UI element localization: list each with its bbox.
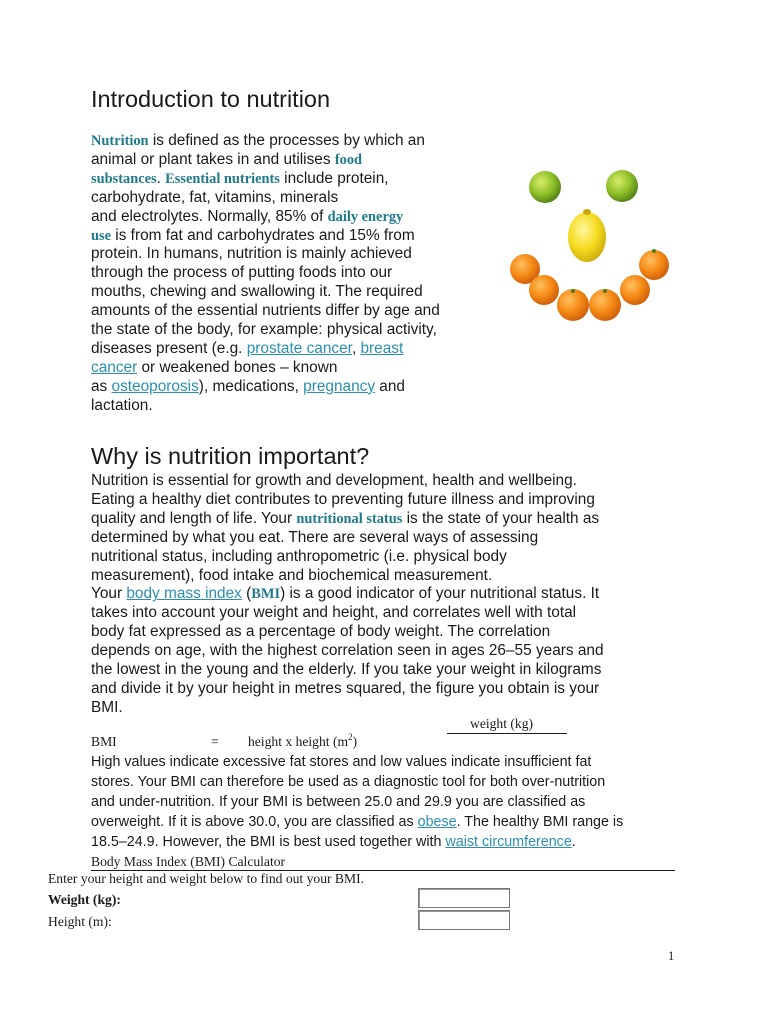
keyword-essential-nutrients: Essential nutrients xyxy=(165,170,280,187)
formula-denominator-text: height x height (m xyxy=(248,734,349,749)
keyword-daily-energy: daily energy xyxy=(327,208,404,225)
link-pregnancy[interactable]: pregnancy xyxy=(303,377,376,395)
why-text: Nutrition is essential for growth and development, health and wellbeing. xyxy=(91,472,577,489)
bmi-text: 18.5–24.9. However, the BMI is best used together with xyxy=(91,834,446,850)
keyword-use: use xyxy=(91,227,111,244)
intro-text: , xyxy=(351,339,361,357)
link-breast-cancer[interactable]: breast xyxy=(360,339,404,357)
calculator-instructions: Enter your height and weight below to find out your BMI. xyxy=(48,871,365,886)
intro-text: carbohydrate, fat, vitamins, minerals xyxy=(91,188,339,206)
intro-text: through the process of putting foods into our xyxy=(91,264,393,282)
keyword-bmi: BMI xyxy=(251,586,281,603)
why-text: ) is a good indicator of your nutritional status. It xyxy=(280,585,600,603)
heading-introduction: Introduction to nutrition xyxy=(91,86,331,112)
link-body-mass-index[interactable]: body mass index xyxy=(126,585,242,603)
heading-why-important: Why is nutrition important? xyxy=(91,443,370,469)
intro-text: amounts of the essential nutrients differ by age and xyxy=(91,302,440,320)
formula-superscript: 2 xyxy=(348,732,353,742)
lemon-nose xyxy=(568,209,606,262)
bmi-text: and under-nutrition. If your BMI is between 25.0 and 29.9 you are classified as xyxy=(91,794,586,810)
link-waist-circumference[interactable]: waist circumference xyxy=(445,834,572,850)
bmi-text: . xyxy=(571,834,576,850)
bmi-text: High values indicate excessive fat stores and low values indicate insufficient fat xyxy=(91,754,592,770)
intro-text: animal or plant takes in and utilises xyxy=(91,150,335,168)
lime-right-eye xyxy=(606,170,638,202)
formula-numerator-text: weight (kg) xyxy=(470,716,534,731)
bmi-text: overweight. If it is above 30.0, you are classified as xyxy=(91,814,418,830)
height-input[interactable] xyxy=(418,910,510,930)
why-text: takes into account your weight and height, and correlates well with total xyxy=(91,604,577,622)
intro-text: is from fat and carbohydrates and 15% from xyxy=(111,226,415,244)
formula-equals: = xyxy=(211,734,219,749)
keyword-nutritional-status: nutritional status xyxy=(296,510,403,527)
intro-text: include protein, xyxy=(279,169,389,187)
formula-numerator xyxy=(447,716,567,734)
why-text: quality and length of life. Your xyxy=(91,509,297,527)
fruit-smiley-image xyxy=(505,160,685,345)
intro-text: and electrolytes. Normally, 85% of xyxy=(91,207,328,225)
why-text: determined by what you eat. There are several ways of assessing xyxy=(91,528,539,546)
weight-label: Weight (kg): xyxy=(48,892,121,907)
intro-text: protein. In humans, nutrition is mainly achieved xyxy=(91,245,412,263)
intro-text: as xyxy=(91,377,112,395)
keyword-nutrition: Nutrition xyxy=(91,133,149,149)
weight-input[interactable] xyxy=(418,888,510,908)
link-osteoporosis[interactable]: osteoporosis xyxy=(111,377,199,395)
bmi-text: . The healthy BMI range is xyxy=(456,814,624,830)
intro-text: is defined as the processes by which an xyxy=(148,132,425,149)
intro-text: diseases present (e.g. xyxy=(91,339,247,357)
why-text: Eating a healthy diet contributes to preventing future illness and improving xyxy=(91,490,595,508)
why-paragraph xyxy=(91,472,691,718)
why-text: the lowest in the young and the elderly. If you take your weight in kilograms xyxy=(91,661,602,679)
intro-text: ), medications, xyxy=(198,377,304,395)
link-prostate-cancer[interactable]: prostate cancer xyxy=(246,339,352,357)
why-text: body fat expressed as a percentage of body weight. The correlation xyxy=(91,623,551,641)
why-text: measurement), food intake and biochemical measurement. xyxy=(91,566,493,584)
bmi-paragraph xyxy=(91,752,691,852)
intro-text: and xyxy=(375,377,405,395)
bmi-text: stores. Your BMI can therefore be used as a diagnostic tool for both over-nutrition xyxy=(91,774,606,790)
why-text: depends on age, with the highest correlation seen in ages 26–55 years and xyxy=(91,642,604,660)
intro-text: mouths, chewing and swallowing it. The required xyxy=(91,283,423,301)
intro-text: . xyxy=(156,169,166,187)
calculator-title: Body Mass Index (BMI) Calculator xyxy=(91,854,675,871)
page-number: 1 xyxy=(668,949,675,963)
height-label: Height (m): xyxy=(48,914,112,929)
intro-text: lactation. xyxy=(91,396,153,414)
why-text: nutritional status, including anthropometric (i.e. physical body xyxy=(91,547,507,565)
why-text: Your xyxy=(91,585,127,603)
keyword-food: food xyxy=(334,151,363,168)
formula-bmi-label: BMI xyxy=(91,734,117,749)
why-text: is the state of your health as xyxy=(402,509,600,527)
intro-text: or weakened bones – known xyxy=(137,358,338,376)
link-breast-cancer[interactable]: cancer xyxy=(91,358,138,376)
link-obese[interactable]: obese xyxy=(417,814,457,830)
formula-close-paren: ) xyxy=(352,734,358,749)
why-text: ( xyxy=(241,585,252,603)
formula-denominator xyxy=(248,734,357,750)
keyword-substances: substances xyxy=(91,170,157,187)
why-text: and divide it by your height in metres squared, the figure you obtain is your xyxy=(91,679,600,697)
intro-paragraph xyxy=(91,132,491,416)
lime-left-eye xyxy=(529,171,561,203)
intro-text: the state of the body, for example: physical activity, xyxy=(91,321,437,339)
why-text: BMI. xyxy=(91,698,123,716)
